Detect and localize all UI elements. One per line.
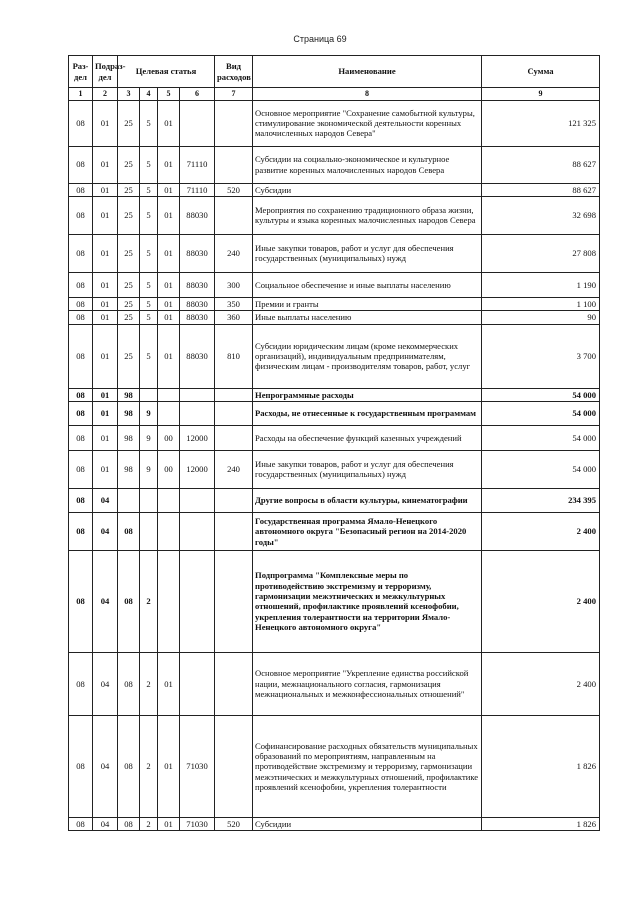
event-cell bbox=[158, 388, 180, 401]
sum-cell: 2 400 bbox=[482, 512, 600, 550]
podrazdel-cell: 04 bbox=[93, 817, 118, 830]
index-cell: 5 bbox=[158, 88, 180, 101]
name-cell: Субсидии bbox=[253, 183, 482, 196]
name-cell: Премии и гранты bbox=[253, 297, 482, 310]
sum-cell: 54 000 bbox=[482, 425, 600, 450]
subprogram-cell: 9 bbox=[140, 450, 158, 488]
direction-cell: 88030 bbox=[180, 272, 215, 297]
table-row bbox=[69, 196, 600, 234]
vid-cell bbox=[215, 425, 253, 450]
sum-cell: 1 826 bbox=[482, 715, 600, 817]
vid-cell bbox=[215, 715, 253, 817]
program-cell: 25 bbox=[118, 100, 140, 146]
index-cell: 4 bbox=[140, 88, 158, 101]
subprogram-cell: 5 bbox=[140, 183, 158, 196]
subprogram-cell: 9 bbox=[140, 401, 158, 425]
event-cell bbox=[158, 401, 180, 425]
header-vid-raskhodov: Вид расходов bbox=[215, 56, 253, 88]
name-cell: Государственная программа Ямало-Ненецкого автономного округа "Безопасный регион на 2014-2020 годы" bbox=[253, 512, 482, 550]
podrazdel-cell: 04 bbox=[93, 715, 118, 817]
sum-cell: 2 400 bbox=[482, 652, 600, 715]
table-row bbox=[69, 297, 600, 310]
name-cell: Субсидии на социально-экономическое и культурное развитие коренных малочисленных народов Севера bbox=[253, 146, 482, 183]
name-cell: Основное мероприятие "Сохранение самобытной культуры, стимулирование экономической деятельности коренных малочисленных народов Севера" bbox=[253, 100, 482, 146]
program-cell: 98 bbox=[118, 401, 140, 425]
sum-cell: 234 395 bbox=[482, 488, 600, 512]
event-cell: 01 bbox=[158, 817, 180, 830]
vid-cell bbox=[215, 488, 253, 512]
razdel-cell: 08 bbox=[69, 311, 93, 324]
event-cell: 01 bbox=[158, 196, 180, 234]
podrazdel-cell: 04 bbox=[93, 512, 118, 550]
vid-cell: 520 bbox=[215, 183, 253, 196]
vid-cell: 350 bbox=[215, 297, 253, 310]
event-cell: 01 bbox=[158, 324, 180, 388]
table-row bbox=[69, 401, 600, 425]
vid-cell: 810 bbox=[215, 324, 253, 388]
direction-cell bbox=[180, 388, 215, 401]
subprogram-cell: 2 bbox=[140, 550, 158, 652]
name-cell: Подпрограмма "Комплексные меры по противодействию экстремизму и терроризму, гармонизации межэтнических и межкультурных отношений, профилактике проявлений ксенофобии, укрепления толерантности на территории Ямало-Ненецкого автономного округа" bbox=[253, 550, 482, 652]
podrazdel-cell: 01 bbox=[93, 234, 118, 272]
header-tselevaya-statya: Целевая статья bbox=[118, 56, 215, 88]
sum-cell: 3 700 bbox=[482, 324, 600, 388]
razdel-cell: 08 bbox=[69, 324, 93, 388]
direction-cell bbox=[180, 652, 215, 715]
event-cell: 01 bbox=[158, 297, 180, 310]
event-cell: 01 bbox=[158, 652, 180, 715]
subprogram-cell: 5 bbox=[140, 324, 158, 388]
program-cell: 25 bbox=[118, 183, 140, 196]
table-row bbox=[69, 388, 600, 401]
direction-cell bbox=[180, 550, 215, 652]
name-cell: Расходы на обеспечение функций казенных учреждений bbox=[253, 425, 482, 450]
subprogram-cell: 5 bbox=[140, 272, 158, 297]
name-cell: Иные закупки товаров, работ и услуг для обеспечения государственных (муниципальных) нужд bbox=[253, 234, 482, 272]
table-row bbox=[69, 715, 600, 817]
subprogram-cell bbox=[140, 388, 158, 401]
name-cell: Иные выплаты населению bbox=[253, 311, 482, 324]
index-cell: 1 bbox=[69, 88, 93, 101]
direction-cell: 88030 bbox=[180, 324, 215, 388]
table-row bbox=[69, 311, 600, 324]
sum-cell: 88 627 bbox=[482, 183, 600, 196]
direction-cell: 71030 bbox=[180, 715, 215, 817]
sum-cell: 1 100 bbox=[482, 297, 600, 310]
table-row bbox=[69, 146, 600, 183]
podrazdel-cell: 01 bbox=[93, 425, 118, 450]
program-cell: 98 bbox=[118, 388, 140, 401]
event-cell: 01 bbox=[158, 311, 180, 324]
razdel-cell: 08 bbox=[69, 488, 93, 512]
sum-cell: 2 400 bbox=[482, 550, 600, 652]
event-cell: 00 bbox=[158, 425, 180, 450]
name-cell: Непрограммные расходы bbox=[253, 388, 482, 401]
direction-cell bbox=[180, 401, 215, 425]
name-cell: Субсидии bbox=[253, 817, 482, 830]
table-row bbox=[69, 817, 600, 830]
podrazdel-cell: 01 bbox=[93, 388, 118, 401]
subprogram-cell: 5 bbox=[140, 234, 158, 272]
subprogram-cell: 5 bbox=[140, 196, 158, 234]
razdel-cell: 08 bbox=[69, 550, 93, 652]
podrazdel-cell: 04 bbox=[93, 488, 118, 512]
table-row bbox=[69, 550, 600, 652]
vid-cell bbox=[215, 550, 253, 652]
program-cell: 08 bbox=[118, 512, 140, 550]
budget-table bbox=[68, 55, 600, 831]
sum-cell: 1 826 bbox=[482, 817, 600, 830]
razdel-cell: 08 bbox=[69, 388, 93, 401]
program-cell: 25 bbox=[118, 146, 140, 183]
page-number: Страница 69 bbox=[293, 34, 347, 44]
razdel-cell: 08 bbox=[69, 512, 93, 550]
index-cell: 2 bbox=[93, 88, 118, 101]
table-body bbox=[69, 100, 600, 831]
event-cell: 01 bbox=[158, 715, 180, 817]
sum-cell: 27 808 bbox=[482, 234, 600, 272]
direction-cell: 88030 bbox=[180, 311, 215, 324]
sum-cell: 54 000 bbox=[482, 388, 600, 401]
header-naimenovanie: Наименование bbox=[253, 56, 482, 88]
sum-cell: 88 627 bbox=[482, 146, 600, 183]
direction-cell: 12000 bbox=[180, 450, 215, 488]
name-cell: Социальное обеспечение и иные выплаты населению bbox=[253, 272, 482, 297]
razdel-cell: 08 bbox=[69, 100, 93, 146]
name-cell: Другие вопросы в области культуры, кинематографии bbox=[253, 488, 482, 512]
vid-cell: 520 bbox=[215, 817, 253, 830]
razdel-cell: 08 bbox=[69, 196, 93, 234]
name-cell: Мероприятия по сохранению традиционного образа жизни, культуры и языка коренных малочисленных народов Севера bbox=[253, 196, 482, 234]
event-cell bbox=[158, 512, 180, 550]
program-cell bbox=[118, 488, 140, 512]
index-cell: 9 bbox=[482, 88, 600, 101]
vid-cell: 360 bbox=[215, 311, 253, 324]
vid-cell: 300 bbox=[215, 272, 253, 297]
vid-cell bbox=[215, 388, 253, 401]
subprogram-cell bbox=[140, 488, 158, 512]
direction-cell: 88030 bbox=[180, 196, 215, 234]
program-cell: 08 bbox=[118, 550, 140, 652]
event-cell bbox=[158, 550, 180, 652]
sum-cell: 54 000 bbox=[482, 401, 600, 425]
vid-cell bbox=[215, 512, 253, 550]
vid-cell: 240 bbox=[215, 234, 253, 272]
podrazdel-cell: 01 bbox=[93, 183, 118, 196]
vid-cell bbox=[215, 652, 253, 715]
index-cell: 7 bbox=[215, 88, 253, 101]
podrazdel-cell: 01 bbox=[93, 100, 118, 146]
vid-cell bbox=[215, 146, 253, 183]
table-row bbox=[69, 512, 600, 550]
program-cell: 25 bbox=[118, 297, 140, 310]
table-row bbox=[69, 100, 600, 146]
razdel-cell: 08 bbox=[69, 401, 93, 425]
vid-cell bbox=[215, 100, 253, 146]
program-cell: 98 bbox=[118, 450, 140, 488]
podrazdel-cell: 01 bbox=[93, 401, 118, 425]
sum-cell: 54 000 bbox=[482, 450, 600, 488]
program-cell: 08 bbox=[118, 817, 140, 830]
subprogram-cell: 2 bbox=[140, 715, 158, 817]
direction-cell: 71030 bbox=[180, 817, 215, 830]
subprogram-cell: 2 bbox=[140, 652, 158, 715]
name-cell: Основное мероприятие "Укрепление единства российской нации, межнационального согласия, гармонизация межнациональных и межконфессиональных отношений" bbox=[253, 652, 482, 715]
subprogram-cell: 5 bbox=[140, 297, 158, 310]
vid-cell bbox=[215, 196, 253, 234]
podrazdel-cell: 01 bbox=[93, 311, 118, 324]
razdel-cell: 08 bbox=[69, 183, 93, 196]
name-cell: Иные закупки товаров, работ и услуг для обеспечения государственных (муниципальных) нужд bbox=[253, 450, 482, 488]
table-row bbox=[69, 324, 600, 388]
razdel-cell: 08 bbox=[69, 450, 93, 488]
table-row bbox=[69, 488, 600, 512]
direction-cell: 12000 bbox=[180, 425, 215, 450]
razdel-cell: 08 bbox=[69, 425, 93, 450]
program-cell: 25 bbox=[118, 324, 140, 388]
subprogram-cell: 9 bbox=[140, 425, 158, 450]
vid-cell bbox=[215, 401, 253, 425]
program-cell: 25 bbox=[118, 272, 140, 297]
program-cell: 98 bbox=[118, 425, 140, 450]
direction-cell: 88030 bbox=[180, 297, 215, 310]
podrazdel-cell: 01 bbox=[93, 324, 118, 388]
program-cell: 25 bbox=[118, 234, 140, 272]
sum-cell: 121 325 bbox=[482, 100, 600, 146]
event-cell: 01 bbox=[158, 234, 180, 272]
direction-cell bbox=[180, 512, 215, 550]
name-cell: Субсидии юридическим лицам (кроме некоммерческих организаций), индивидуальным предпринимателям, физическим лицам - производителям товаров, работ, услуг bbox=[253, 324, 482, 388]
header-podrazdel: Подраз-дел bbox=[93, 56, 118, 88]
table-row bbox=[69, 183, 600, 196]
subprogram-cell bbox=[140, 512, 158, 550]
subprogram-cell: 5 bbox=[140, 146, 158, 183]
table-row bbox=[69, 272, 600, 297]
razdel-cell: 08 bbox=[69, 652, 93, 715]
event-cell bbox=[158, 488, 180, 512]
event-cell: 00 bbox=[158, 450, 180, 488]
header-razdel: Раз-дел bbox=[69, 56, 93, 88]
table-row bbox=[69, 652, 600, 715]
subprogram-cell: 5 bbox=[140, 100, 158, 146]
razdel-cell: 08 bbox=[69, 272, 93, 297]
name-cell: Расходы, не отнесенные к государственным программам bbox=[253, 401, 482, 425]
index-cell: 8 bbox=[253, 88, 482, 101]
direction-cell: 71110 bbox=[180, 146, 215, 183]
razdel-cell: 08 bbox=[69, 146, 93, 183]
sum-cell: 32 698 bbox=[482, 196, 600, 234]
razdel-cell: 08 bbox=[69, 715, 93, 817]
event-cell: 01 bbox=[158, 183, 180, 196]
sum-cell: 90 bbox=[482, 311, 600, 324]
event-cell: 01 bbox=[158, 272, 180, 297]
event-cell: 01 bbox=[158, 146, 180, 183]
table-row bbox=[69, 425, 600, 450]
table-row bbox=[69, 234, 600, 272]
razdel-cell: 08 bbox=[69, 234, 93, 272]
podrazdel-cell: 04 bbox=[93, 652, 118, 715]
podrazdel-cell: 01 bbox=[93, 450, 118, 488]
program-cell: 08 bbox=[118, 652, 140, 715]
index-cell: 3 bbox=[118, 88, 140, 101]
program-cell: 25 bbox=[118, 196, 140, 234]
razdel-cell: 08 bbox=[69, 297, 93, 310]
index-cell: 6 bbox=[180, 88, 215, 101]
podrazdel-cell: 01 bbox=[93, 297, 118, 310]
event-cell: 01 bbox=[158, 100, 180, 146]
program-cell: 25 bbox=[118, 311, 140, 324]
name-cell: Софинансирование расходных обязательств муниципальных образований по мероприятиям, направленным на противодействие экстремизму и терроризму, гармонизации межэтнических и межкультурных отношений, профилактике проявлений ксенофобии, укрепления толерантности bbox=[253, 715, 482, 817]
direction-cell: 88030 bbox=[180, 234, 215, 272]
sum-cell: 1 190 bbox=[482, 272, 600, 297]
podrazdel-cell: 01 bbox=[93, 272, 118, 297]
podrazdel-cell: 04 bbox=[93, 550, 118, 652]
podrazdel-cell: 01 bbox=[93, 196, 118, 234]
vid-cell: 240 bbox=[215, 450, 253, 488]
razdel-cell: 08 bbox=[69, 817, 93, 830]
program-cell: 08 bbox=[118, 715, 140, 817]
direction-cell bbox=[180, 100, 215, 146]
direction-cell: 71110 bbox=[180, 183, 215, 196]
table-row bbox=[69, 450, 600, 488]
podrazdel-cell: 01 bbox=[93, 146, 118, 183]
header-summa: Сумма bbox=[482, 56, 600, 88]
subprogram-cell: 2 bbox=[140, 817, 158, 830]
subprogram-cell: 5 bbox=[140, 311, 158, 324]
direction-cell bbox=[180, 488, 215, 512]
